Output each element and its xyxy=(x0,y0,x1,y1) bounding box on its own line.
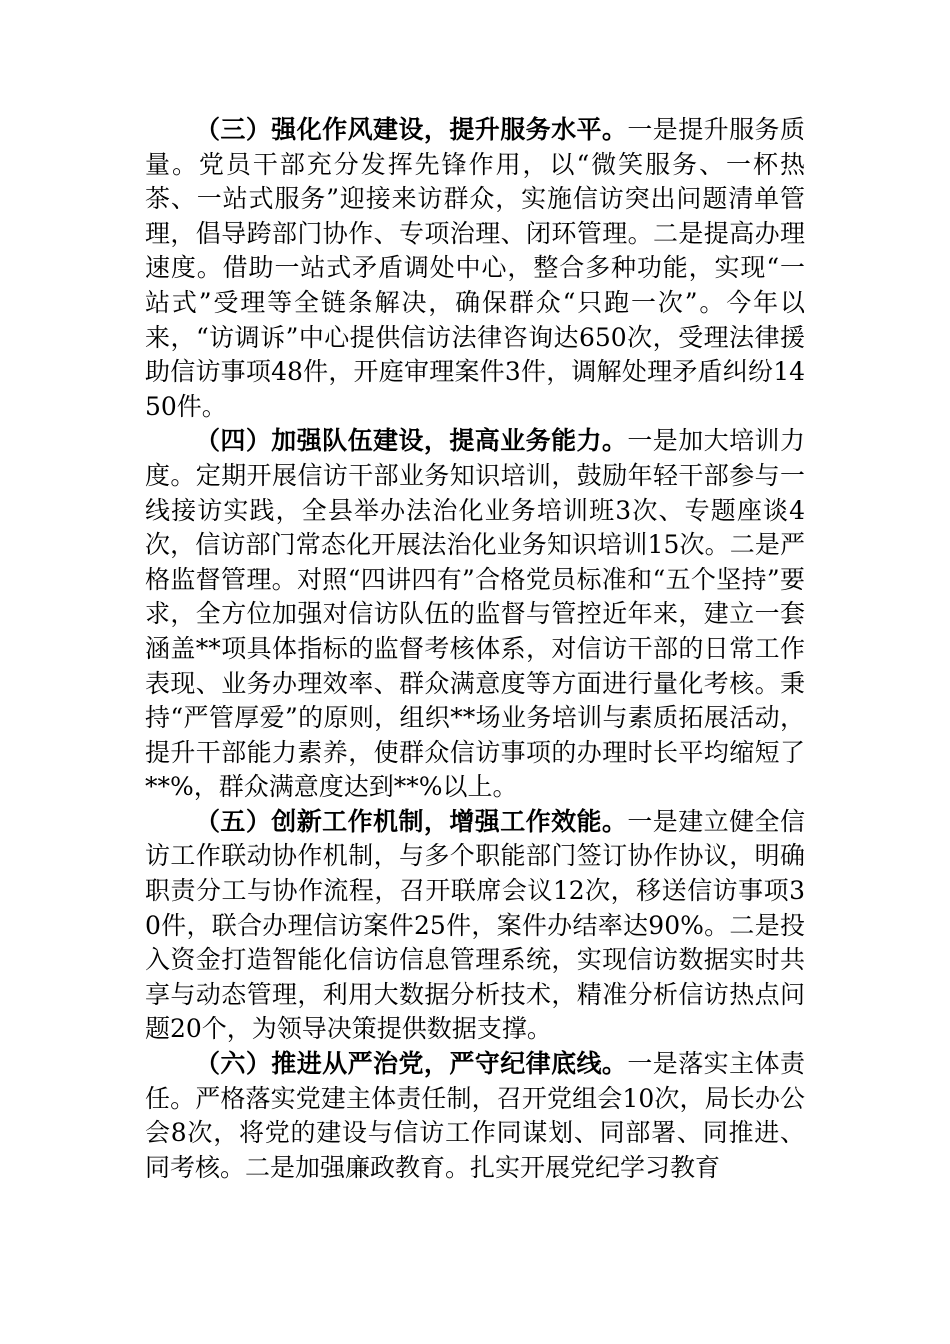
section-heading-5: （五）创新工作机制，增强工作效能。 xyxy=(195,806,628,836)
section-heading-4: （四）加强队伍建设，提高业务能力。 xyxy=(195,426,628,456)
section-body-4: 一是加大培训力度。定期开展信访干部业务知识培训，鼓励年轻干部参与一线接访实践，全县举办法治化业务培训班3次、专题座谈4次，信访部门常态化开展法治化业务知识培训15次。二是严格监督管理。对照“四讲四有”合格党员标准和“五个坚持”要求，全方位加强对信访队伍的监督与管控近年来，建立一套涵盖**项具体指标的监督考核体系，对信访干部的日常工作表现、业务办理效率、群众满意度等方面进行量化考核。秉持“严管厚爱”的原则，组织**场业务培训与素质拓展活动，提升干部能力素养，使群众信访事项的办理时长平均缩短了**%，群众满意度达到**%以上。 xyxy=(145,426,805,802)
section-body-3: 一是提升服务质量。党员干部充分发挥先锋作用，以“微笑服务、一杯热茶、一站式服务”迎接来访群众，实施信访突出问题清单管理，倡导跨部门协作、专项治理、闭环管理。二是提高办理速度。借助一站式矛盾调处中心，整合多种功能，实现“一站式”受理等全链条解决，确保群众“只跑一次”。今年以来，“访调诉”中心提供信访法律咨询达650次，受理法律援助信访事项48件，开庭审理案件3件，调解处理矛盾纠纷1450件。 xyxy=(145,115,805,421)
section-heading-3: （三）强化作风建设，提升服务水平。 xyxy=(195,115,628,144)
paragraph-section-5 xyxy=(145,805,805,1047)
paragraph-section-4 xyxy=(145,424,805,805)
section-heading-6: （六）推进从严治党，严守纪律底线。 xyxy=(195,1049,628,1079)
paragraph-section-3 xyxy=(145,113,805,424)
section-body-5: 一是建立健全信访工作联动协作机制，与多个职能部门签订协作协议，明确职责分工与协作流程，召开联席会议12次，移送信访事项30件，联合办理信访案件25件，案件办结率达90%。二是投入资金打造智能化信访信息管理系统，实现信访数据实时共享与动态管理，利用大数据分析技术，精准分析信访热点问题20个，为领导决策提供数据支撑。 xyxy=(145,806,805,1044)
section-body-6: 一是落实主体责任。严格落实党建主体责任制，召开党组会10次，局长办公会8次，将党的建设与信访工作同谋划、同部署、同推进、同考核。二是加强廉政教育。扎实开展党纪学习教育 xyxy=(145,1049,805,1182)
document-page xyxy=(145,113,805,1185)
paragraph-section-6 xyxy=(145,1047,805,1185)
